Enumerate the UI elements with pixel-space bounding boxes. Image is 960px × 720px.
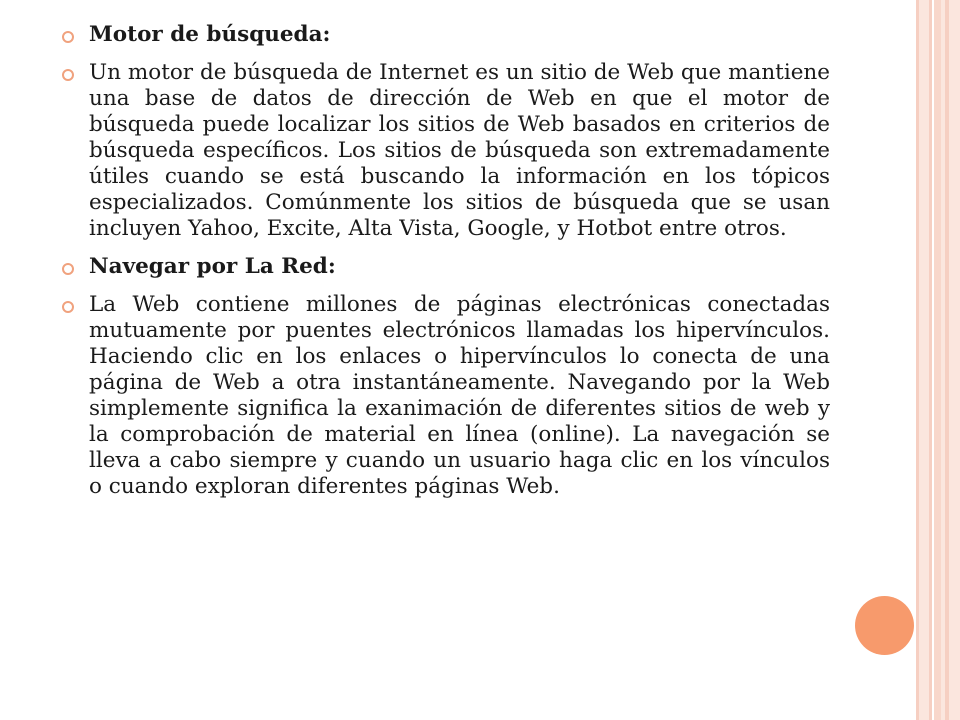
bullet-icon <box>62 263 74 275</box>
paragraph-text: Un motor de búsqueda de Internet es un sitio de Web que mantiene una base de datos de dirección de Web en que el motor de búsqueda puede localizar los sitios de Web basados en criterios de búsqueda específicos. Los sitios de búsqueda son extremadamente útiles cuando se está buscando la información en los tópicos especializados. Comúnmente los sitios de búsqueda que se usan incluyen Yahoo, Excite, Alta Vista, Google, y Hotbot entre otros. <box>89 60 830 241</box>
section-heading: Motor de búsqueda: <box>89 22 331 47</box>
bullet-item-motor-text <box>62 60 830 242</box>
paragraph-text: La Web contiene millones de páginas electrónicas conectadas mutuamente por puentes electrónicos llamadas los hipervínculos. Haciendo clic en los enlaces o hipervínculos lo conecta de una página de Web a otra instantáneamente. Navegando por la Web simplemente significa la exanimación de diferentes sitios de web y la comprobación de material en línea (online). La navegación se lleva a cabo siempre y cuando un usuario haga clic en los vínculos o cuando exploran diferentes páginas Web. <box>89 292 830 499</box>
section-heading: Navegar por La Red: <box>89 254 336 279</box>
bullet-item-navegar-heading <box>62 254 830 280</box>
decorative-stripe <box>919 0 929 720</box>
slide-content <box>62 22 830 512</box>
bullet-icon <box>62 31 74 43</box>
bullet-icon <box>62 301 74 313</box>
bullet-icon <box>62 69 74 81</box>
bullet-item-motor-heading <box>62 22 830 48</box>
decorative-stripe <box>949 0 960 720</box>
bullet-item-navegar-text <box>62 292 830 500</box>
decorative-stripe <box>934 0 941 720</box>
decorative-circle <box>855 596 914 655</box>
